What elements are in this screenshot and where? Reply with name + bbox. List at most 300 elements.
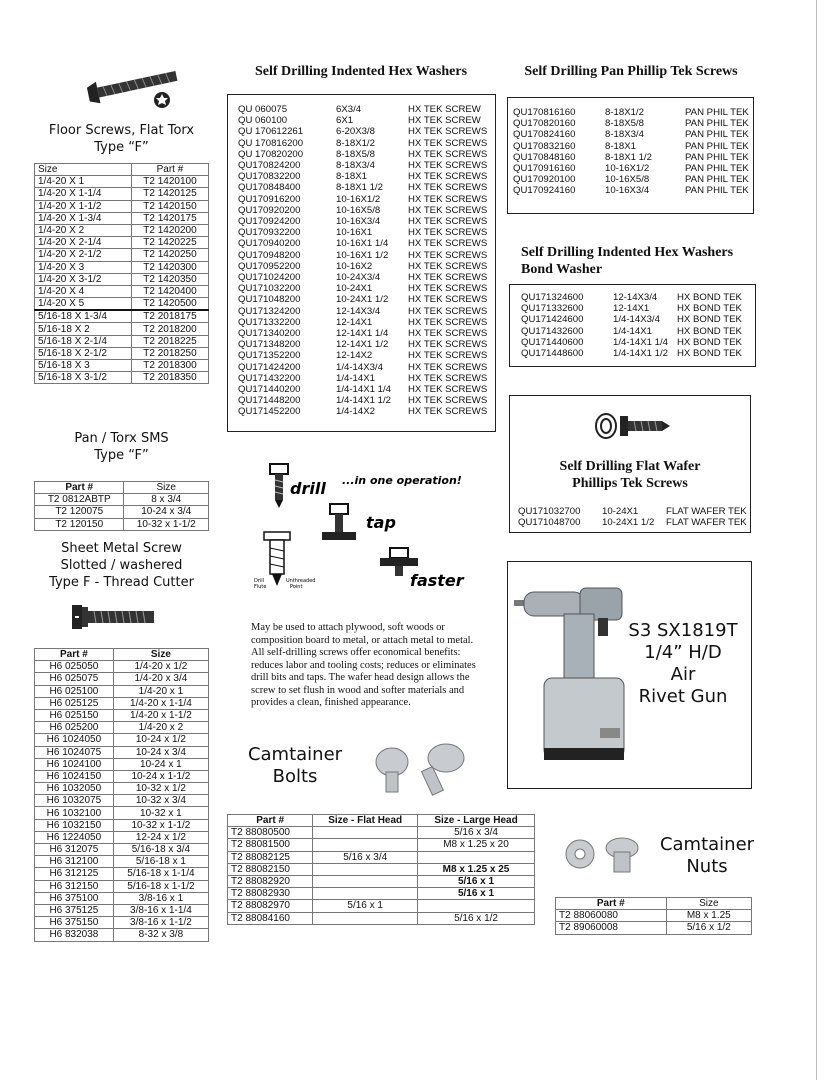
flat-wafer-box <box>509 395 751 533</box>
table-cell: T2 88081500 <box>228 839 313 851</box>
sheet-metal-type: Type F - Thread Cutter <box>49 575 194 590</box>
list-cell: QU171332200 <box>238 316 301 328</box>
table-cell: H6 1024050 <box>35 734 114 746</box>
list-cell: 1/4-14X2 <box>336 406 375 418</box>
list-item <box>238 339 488 350</box>
table-cell: 1/4-20 x 1-1/2 <box>113 709 208 721</box>
list-cell: QU171032700 <box>518 506 581 517</box>
table-cell: 10-32 x 1 <box>113 807 208 819</box>
list-cell: HX TEK SCREWS <box>408 395 488 407</box>
list-cell: PAN PHIL TEK <box>685 107 749 118</box>
table-row <box>35 310 209 323</box>
table-cell: T2 88082970 <box>228 900 313 912</box>
list-cell: PAN PHIL TEK <box>685 174 749 186</box>
table-cell: H6 1032050 <box>35 783 114 795</box>
list-cell: PAN PHIL TEK <box>685 140 749 152</box>
list-cell: HX TEK SCREW <box>408 104 481 115</box>
table-row <box>228 827 535 839</box>
table-cell: H6 1024150 <box>35 770 114 782</box>
list-cell: 6X3/4 <box>336 104 362 115</box>
pan-torx-title: Pan / Torx SMS <box>74 431 169 446</box>
floor-screws-subtitle: Type “F” <box>94 140 149 155</box>
drill-word: drill <box>290 479 326 498</box>
pan-phillip-box <box>507 97 754 214</box>
table-cell: T2 1420100 <box>131 176 208 188</box>
table-cell: H6 312100 <box>35 856 114 868</box>
table-cell: T2 1420350 <box>131 273 208 285</box>
col-header-size: Size <box>35 164 132 176</box>
table-cell: T2 1420225 <box>131 237 208 249</box>
list-item <box>238 250 488 261</box>
list-cell: QU171340200 <box>238 328 301 340</box>
list-cell: QU171432600 <box>521 325 584 337</box>
table-cell: 5/16 x 1/2 <box>666 922 751 934</box>
table-row <box>35 856 209 868</box>
list-cell: 12-14X1 <box>613 303 650 315</box>
list-cell: 10-24X1 1/2 <box>602 517 655 529</box>
list-cell: 12-14X3/4 <box>613 292 658 303</box>
list-item <box>513 107 749 118</box>
table-cell: 5/16 x 3/4 <box>313 851 418 863</box>
table-cell: 1/4-20 X 3 <box>35 261 132 273</box>
table-row <box>556 922 752 934</box>
table-cell: H6 375100 <box>35 892 114 904</box>
table-row <box>35 734 209 746</box>
list-cell: HX TEK SCREWS <box>408 193 488 205</box>
list-cell: HX TEK SCREWS <box>408 305 488 317</box>
list-item <box>238 182 488 193</box>
flat-wafer-screw-illustration <box>594 412 674 440</box>
list-item <box>238 261 488 272</box>
list-cell: 10-16X1/2 <box>336 193 381 205</box>
list-item <box>513 141 749 152</box>
hex-washers-box <box>227 94 496 432</box>
list-cell: 12-14X1 1/4 <box>336 328 389 340</box>
list-item <box>238 306 488 317</box>
table-row <box>35 697 209 709</box>
list-cell: QU170924160 <box>513 185 576 197</box>
table-cell: H6 025125 <box>35 697 114 709</box>
list-cell: QU 170820200 <box>238 148 304 160</box>
table-cell: H6 025200 <box>35 722 114 734</box>
list-cell: 1/4-14X1 1/2 <box>613 348 668 360</box>
table-cell: 5/16 x 3/4 <box>418 827 535 839</box>
camtainer-nuts-subtitle: Nuts <box>686 856 728 877</box>
table-cell: 5/16-18 x 3/4 <box>113 844 208 856</box>
list-cell: 8-18X5/8 <box>336 148 375 160</box>
table-cell: 10-32 x 1/2 <box>113 783 208 795</box>
table-cell: 1/4-20 X 1-3/4 <box>35 212 132 224</box>
table-row <box>35 273 209 285</box>
table-row <box>35 335 209 347</box>
list-item <box>521 326 757 337</box>
list-cell: 6-20X3/8 <box>336 126 375 138</box>
table-cell: H6 1024075 <box>35 746 114 758</box>
table-row <box>556 910 752 922</box>
list-item <box>521 292 757 303</box>
table-cell: H6 025150 <box>35 709 114 721</box>
camtainer-nuts-title: Camtainer <box>659 834 755 855</box>
flat-torx-screw-illustration <box>84 66 184 110</box>
table-cell: 8 x 3/4 <box>124 494 209 506</box>
faster-word: faster <box>410 571 464 590</box>
list-item <box>238 238 488 249</box>
list-cell: 1/4-14X1 1/4 <box>613 336 668 348</box>
list-item <box>238 126 488 137</box>
table-cell: T2 1420125 <box>131 188 208 200</box>
camtainer-bolts-illustration <box>372 740 472 800</box>
table-cell: T2 1420500 <box>131 298 208 311</box>
table-cell: 5/16 x 1 <box>313 900 418 912</box>
list-cell: QU170824160 <box>513 129 576 141</box>
list-cell: QU170848400 <box>238 182 301 194</box>
list-cell: 10-16X3/4 <box>605 185 650 197</box>
table-row <box>35 709 209 721</box>
table-cell: M8 x 1.25 x 20 <box>418 839 535 851</box>
table-row <box>228 863 535 875</box>
table-row <box>35 518 209 530</box>
list-cell: HX TEK SCREWS <box>408 249 488 261</box>
table-cell: T2 0812ABTP <box>35 494 124 506</box>
col-header-part: Part # <box>131 164 208 176</box>
table-cell <box>313 839 418 851</box>
list-cell: HX TEK SCREWS <box>408 339 488 351</box>
table-cell: 1/4-20 X 1 <box>35 176 132 188</box>
rivet-gun-size: 1/4” H/D <box>644 642 722 663</box>
pan-phillip-title: Self Drilling Pan Phillip Tek Screws <box>524 64 738 79</box>
list-cell: HX TEK SCREWS <box>408 361 488 373</box>
list-item <box>238 227 488 238</box>
table-cell: 5/16 x 1/2 <box>418 912 535 924</box>
table-row <box>35 892 209 904</box>
table-cell: H6 025075 <box>35 673 114 685</box>
table-cell: T2 2018350 <box>131 372 208 384</box>
table-row <box>228 912 535 924</box>
table-cell: 5/16-18 X 1-3/4 <box>35 310 132 323</box>
col-header-part: Part # <box>35 649 114 661</box>
table-cell: 1/4-20 X 1-1/2 <box>35 200 132 212</box>
list-cell: QU 060075 <box>238 104 288 115</box>
list-cell: QU171432200 <box>238 372 301 384</box>
list-cell: HX BOND TEK <box>677 348 742 360</box>
drill-flute-label: Drill <box>254 578 265 584</box>
table-cell: 10-24 x 3/4 <box>113 746 208 758</box>
table-cell <box>313 888 418 900</box>
list-cell: 10-16X5/8 <box>336 204 381 216</box>
table-row <box>35 783 209 795</box>
table-cell: T2 2018200 <box>131 323 208 335</box>
rivet-gun-name: Rivet Gun <box>638 686 728 707</box>
list-cell: QU170932200 <box>238 227 301 239</box>
list-item <box>238 160 488 171</box>
list-cell: 8-18X1 1/2 <box>336 182 383 194</box>
table-cell: T2 120150 <box>35 518 124 530</box>
one-operation-text: ...in one operation! <box>342 474 462 487</box>
list-cell: QU171440200 <box>238 384 301 396</box>
list-cell: 1/4-14X1 1/2 <box>336 395 391 407</box>
table-cell: H6 312150 <box>35 880 114 892</box>
table-row <box>35 249 209 261</box>
list-cell: QU171332600 <box>521 303 584 315</box>
table-cell: 1/4-20 x 1-1/4 <box>113 697 208 709</box>
list-item <box>238 138 488 149</box>
list-item <box>238 216 488 227</box>
table-cell: 10-32 x 3/4 <box>113 795 208 807</box>
list-cell: HX TEK SCREWS <box>408 316 488 328</box>
list-item <box>521 348 757 359</box>
table-row <box>35 360 209 372</box>
list-cell: 10-16X2 <box>336 260 373 272</box>
list-item <box>238 283 488 294</box>
table-row <box>35 807 209 819</box>
list-cell: 10-16X3/4 <box>336 216 381 228</box>
list-cell: HX TEK SCREWS <box>408 406 488 418</box>
list-cell: PAN PHIL TEK <box>685 163 749 175</box>
bond-washer-title: Self Drilling Indented Hex Washers <box>521 245 734 260</box>
table-cell: 1/4-20 X 2-1/4 <box>35 237 132 249</box>
table-row <box>35 176 209 188</box>
table-cell: 5/16-18 x 1-1/2 <box>113 880 208 892</box>
table-cell: 10-24 x 1/2 <box>113 734 208 746</box>
list-cell: QU171452200 <box>238 406 301 418</box>
table-row <box>228 900 535 912</box>
list-cell: QU170920200 <box>238 204 301 216</box>
list-cell: 10-24X1 <box>602 506 639 517</box>
table-row <box>35 770 209 782</box>
list-cell: 10-16X1 1/2 <box>336 249 389 261</box>
list-cell: HX TEK SCREWS <box>408 160 488 172</box>
list-cell: 10-24X1 1/2 <box>336 294 389 306</box>
list-cell: FLAT WAFER TEK <box>666 506 747 517</box>
list-item <box>238 272 488 283</box>
list-cell: QU171448600 <box>521 348 584 360</box>
table-cell: H6 1032150 <box>35 819 114 831</box>
table-cell: T2 88084160 <box>228 912 313 924</box>
list-cell: HX TEK SCREWS <box>408 204 488 216</box>
list-cell: 12-14X2 <box>336 350 373 362</box>
table-cell: T2 1420200 <box>131 224 208 236</box>
list-item <box>513 185 749 196</box>
table-cell: 5/16-18 x 1 <box>113 856 208 868</box>
list-item <box>518 506 746 517</box>
list-cell: 12-14X1 <box>336 316 373 328</box>
table-cell: 1/4-20 X 4 <box>35 285 132 297</box>
pan-torx-table <box>34 481 209 531</box>
table-cell: H6 025050 <box>35 661 114 673</box>
table-row <box>228 851 535 863</box>
list-cell: QU171424200 <box>238 361 301 373</box>
table-cell: T2 88060080 <box>556 910 667 922</box>
list-cell: HX TEK SCREWS <box>408 260 488 272</box>
col-header-size: Size <box>666 898 751 910</box>
table-cell: H6 1224050 <box>35 831 114 843</box>
list-cell: HX TEK SCREWS <box>408 137 488 149</box>
list-cell: PAN PHIL TEK <box>685 129 749 141</box>
list-item <box>238 384 488 395</box>
table-cell: T2 2018175 <box>131 310 208 323</box>
list-cell: QU170916200 <box>238 193 301 205</box>
list-item <box>238 373 488 384</box>
list-cell: FLAT WAFER TEK <box>666 517 747 529</box>
list-item <box>518 517 746 528</box>
list-item <box>513 118 749 129</box>
table-cell: 5/16 x 1 <box>418 888 535 900</box>
col-header-part: Part # <box>228 815 313 827</box>
table-cell: H6 1032075 <box>35 795 114 807</box>
table-cell: T2 88082150 <box>228 863 313 875</box>
list-cell: QU170920100 <box>513 174 576 186</box>
list-cell: 1/4-14X3/4 <box>336 361 383 373</box>
list-cell: QU171032200 <box>238 283 301 295</box>
table-row <box>228 839 535 851</box>
table-cell: T2 1420250 <box>131 249 208 261</box>
table-row <box>35 494 209 506</box>
table-row <box>35 506 209 518</box>
thread-cutter-screw-illustration <box>70 602 160 632</box>
table-cell: H6 375150 <box>35 917 114 929</box>
table-cell: 3/8-16 x 1-1/4 <box>113 904 208 916</box>
list-cell: QU170832160 <box>513 140 576 152</box>
list-item <box>513 152 749 163</box>
table-cell: 3/8-16 x 1 <box>113 892 208 904</box>
list-cell: HX TEK SCREWS <box>408 227 488 239</box>
sheet-metal-table <box>34 648 209 942</box>
list-cell: QU 170612261 <box>238 126 304 138</box>
table-cell <box>313 827 418 839</box>
table-cell: T2 1420400 <box>131 285 208 297</box>
table-row <box>35 212 209 224</box>
list-cell: HX BOND TEK <box>677 336 742 348</box>
list-cell: QU170948200 <box>238 249 301 261</box>
list-cell: QU170924200 <box>238 216 301 228</box>
table-row <box>35 224 209 236</box>
list-cell: HX TEK SCREWS <box>408 372 488 384</box>
list-cell: HX TEK SCREWS <box>408 328 488 340</box>
list-cell: QU171348200 <box>238 339 301 351</box>
table-cell: 5/16 x 1 <box>418 875 535 887</box>
table-row <box>35 673 209 685</box>
camtainer-nuts-table <box>555 897 752 935</box>
list-cell: 10-16X1/2 <box>605 163 650 175</box>
list-cell: PAN PHIL TEK <box>685 185 749 197</box>
list-cell: HX TEK SCREWS <box>408 148 488 160</box>
table-cell: T2 89060008 <box>556 922 667 934</box>
table-cell: H6 375125 <box>35 904 114 916</box>
list-cell: HX TEK SCREWS <box>408 216 488 228</box>
list-cell: 8-18X1 1/2 <box>605 151 652 163</box>
table-row <box>35 844 209 856</box>
list-cell: QU170952200 <box>238 260 301 272</box>
unthreaded-label: Unthreaded <box>286 578 316 584</box>
list-item <box>238 406 488 417</box>
table-cell: H6 025100 <box>35 685 114 697</box>
list-cell: HX TEK SCREWS <box>408 350 488 362</box>
list-cell: 8-18X3/4 <box>605 129 644 141</box>
table-cell: T2 120075 <box>35 506 124 518</box>
list-cell: QU 170816200 <box>238 137 304 149</box>
list-cell: HX BOND TEK <box>677 325 742 337</box>
col-header-flat-head: Size - Flat Head <box>313 815 418 827</box>
table-row <box>35 685 209 697</box>
table-row <box>35 880 209 892</box>
camtainer-nuts-illustration <box>560 832 650 876</box>
table-cell: 1/4-20 x 1 <box>113 685 208 697</box>
table-cell: 12-24 x 1/2 <box>113 831 208 843</box>
list-cell: 1/4-14X1 <box>613 325 652 337</box>
list-cell: 8-18X1 <box>336 171 367 183</box>
list-cell: HX TEK SCREWS <box>408 171 488 183</box>
flute-label: Flute <box>254 584 267 590</box>
table-cell: H6 832038 <box>35 929 114 941</box>
list-item <box>238 171 488 182</box>
list-cell: PAN PHIL TEK <box>685 151 749 163</box>
list-cell: 1/4-14X1 <box>336 372 375 384</box>
list-item <box>238 395 488 406</box>
list-cell: 10-24X1 <box>336 283 373 295</box>
table-cell: T2 1420175 <box>131 212 208 224</box>
table-cell: 1/4-20 x 3/4 <box>113 673 208 685</box>
list-item <box>238 317 488 328</box>
list-cell: QU171352200 <box>238 350 301 362</box>
list-cell: HX BOND TEK <box>677 292 742 303</box>
list-cell: QU171024200 <box>238 272 301 284</box>
table-row <box>35 298 209 311</box>
list-cell: 1/4-14X3/4 <box>613 314 660 326</box>
table-cell: T2 2018225 <box>131 335 208 347</box>
table-cell: 5/16-18 X 3-1/2 <box>35 372 132 384</box>
flat-wafer-subtitle: Phillips Tek Screws <box>572 476 688 491</box>
list-item <box>238 362 488 373</box>
list-cell: HX TEK SCREWS <box>408 272 488 284</box>
list-item <box>238 115 488 126</box>
table-row <box>228 875 535 887</box>
list-cell: QU170848160 <box>513 151 576 163</box>
table-cell: 10-32 x 1-1/2 <box>113 819 208 831</box>
list-item <box>238 294 488 305</box>
list-cell: 8-18X1 <box>605 140 636 152</box>
table-row <box>35 237 209 249</box>
table-cell: 3/8-16 x 1-1/2 <box>113 917 208 929</box>
bond-washer-box <box>509 284 756 367</box>
list-item <box>238 350 488 361</box>
camtainer-bolts-title: Camtainer <box>247 744 343 765</box>
tap-word: tap <box>366 513 396 532</box>
list-cell: HX TEK SCREWS <box>408 384 488 396</box>
list-cell: 1/4-14X1 1/4 <box>336 384 391 396</box>
list-cell: 8-18X3/4 <box>336 160 375 172</box>
list-cell: 8-18X1/2 <box>605 107 644 118</box>
table-cell: 1/4-20 x 1/2 <box>113 661 208 673</box>
table-cell: 5/16-18 X 3 <box>35 360 132 372</box>
table-row <box>35 285 209 297</box>
table-row <box>35 746 209 758</box>
list-cell: HX BOND TEK <box>677 303 742 315</box>
table-row <box>35 917 209 929</box>
table-row <box>35 758 209 770</box>
table-cell: 1/4-20 X 2-1/2 <box>35 249 132 261</box>
list-item <box>238 328 488 339</box>
bond-washer-subtitle: Bond Washer <box>521 262 603 277</box>
flat-wafer-title: Self Drilling Flat Wafer <box>559 459 701 474</box>
table-cell: T2 88082125 <box>228 851 313 863</box>
list-item <box>238 149 488 160</box>
list-cell: 10-16X5/8 <box>605 174 650 186</box>
floor-screws-table <box>34 163 209 384</box>
table-cell: T2 88082930 <box>228 888 313 900</box>
table-cell: 10-24 x 1-1/2 <box>113 770 208 782</box>
list-item <box>521 337 757 348</box>
list-cell: QU170940200 <box>238 238 301 250</box>
